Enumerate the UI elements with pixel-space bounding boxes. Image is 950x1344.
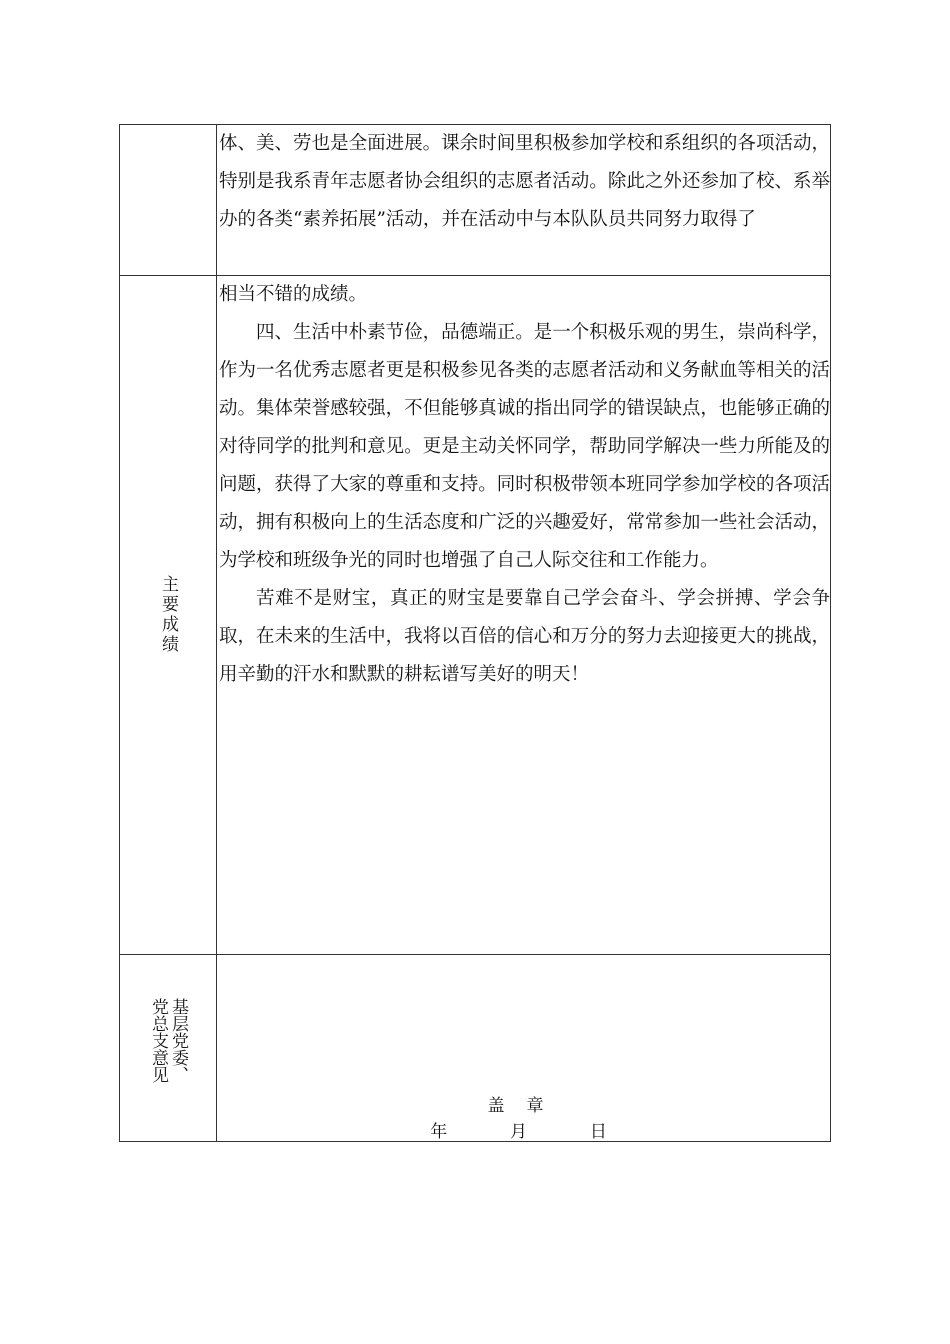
main-achievements-content-cell	[217, 276, 831, 955]
achievements-paragraph-closing: 苦难不是财宝，真正的财宝是要靠自己学会奋斗、学会拼搏、学会争取，在未来的生活中，我将以百倍的信心和万分的努力去迎接更大的挑战，用辛勤的汗水和默默的耕耘谱写美好的明天！	[219, 588, 830, 685]
date-line	[207, 1119, 830, 1145]
achievements-first-line: 相当不错的成绩。	[219, 284, 368, 305]
achievements-paragraph-life: 四、生活中朴素节俭，品德端正。是一个积极乐观的男生，崇尚科学，作为一名优秀志愿者更是积极参见各类的志愿者活动和义务献血等相关的活动。集体荣誉感较强，不但能够真诚的指出同学的错误缺点，也能够正确的对待同学的批判和意见。更是主动关怀同学，帮助同学解决一些力所能及的问题，获得了大家的尊重和支持。同时积极带领本班同学参加学校的各项活动，拥有积极向上的生活态度和广泛的兴趣爱好，常常参加一些社会活动，为学校和班级争光的同时也增强了自己人际交往和工作能力。	[219, 322, 830, 571]
date-year-label: 年	[430, 1122, 448, 1142]
form-row-continuation	[120, 125, 831, 276]
party-opinion-label-cell	[120, 955, 217, 1142]
main-achievements-label: 主要成绩	[158, 575, 178, 655]
date-month-label: 月	[510, 1122, 527, 1142]
continuation-paragraph: 体、美、劳也是全面进展。课余时间里积极参加学校和系组织的各项活动，特别是我系青年志愿者协会组织的志愿者活动。除此之外还参加了校、系举办的各类“素养拓展”活动，并在活动中与本队队员共同努力取得了	[219, 133, 830, 230]
stamp-block	[217, 1093, 830, 1145]
application-form-table	[119, 124, 831, 1142]
date-day-label: 日	[589, 1122, 607, 1142]
stamp-label: 盖章	[487, 1096, 566, 1116]
continuation-content-cell	[217, 125, 831, 276]
main-achievements-label-cell	[120, 276, 217, 955]
form-row-party-opinion	[120, 955, 831, 1142]
party-opinion-label: 基层党委、党总支意见	[148, 998, 188, 1083]
row-label-cell-empty	[120, 125, 217, 276]
form-row-main-achievements	[120, 276, 831, 955]
party-opinion-content-cell[interactable]	[217, 955, 831, 1142]
